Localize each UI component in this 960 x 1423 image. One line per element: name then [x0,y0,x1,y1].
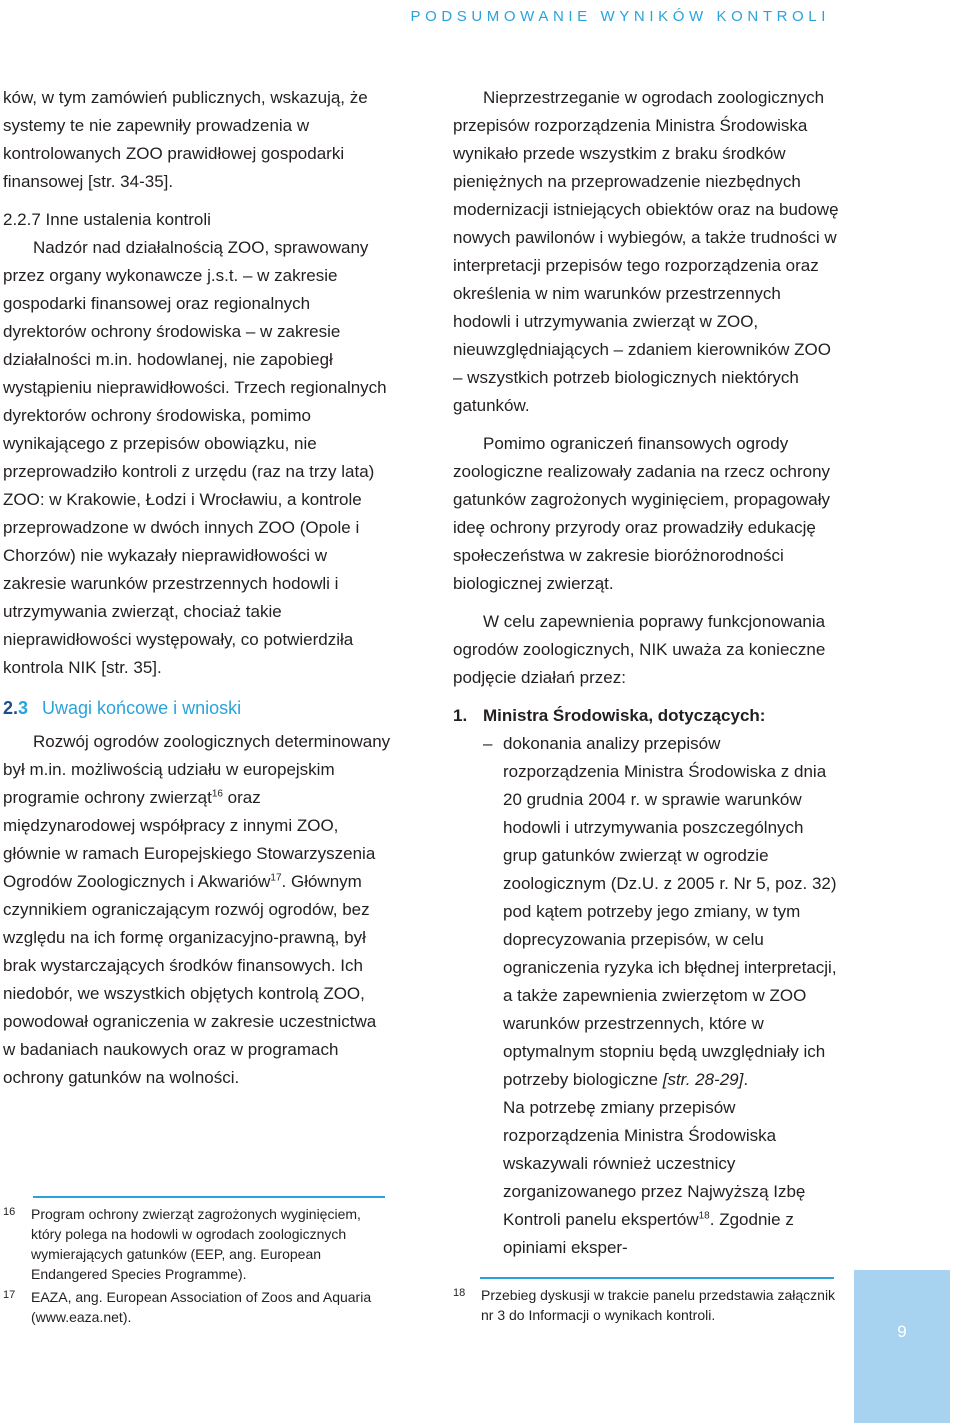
right-column [453,84,839,1262]
recommendation-1-item-1: – dokonania analizy przepisów rozporządzenia Ministra Środowiska z dnia 20 grudnia 2004 r. w sprawie warunków hodowli i utrzymywania poszczególnych grup gatunków zwierząt w ogrodzie zoologicznym (Dz.U. z 2005 r. Nr 5, poz. 32) pod kątem potrzeby jego zmiany, w tym doprecyzowania przepisów, w celu ograniczenia ryzyka ich błędnej interpretacji, a także zapewnienia zwierzętom w ZOO warunków przestrzennych, które w optymalnym stopniu będą uwzględniały ich potrzeby biologiczne [str. 28-29]. [453,730,839,1094]
section-title: Uwagi końcowe i wnioski [42,698,242,718]
dash-bullet: – [483,734,493,753]
right-paragraph-3: W celu zapewnienia poprawy funkcjonowania ogrodów zoologicznych, NIK uważa za konieczne podjęcie działań przez: [453,612,826,687]
page-reference: [str. 28-29] [662,1070,744,1089]
right-paragraph-2: Pomimo ograniczeń finansowych ogrody zoologiczne realizowały zadania na rzecz ochrony gatunków zagrożonych wyginięciem, propagowały ideę ochrony przyrody oraz prowadziły edukację społeczeństwa w zakresie bioróżnorodności biologicznej zwierząt. [453,434,831,593]
recommendation-1-continuation: Na potrzebę zmiany przepisów rozporządzenia Ministra Środowiska wskazywali również uczestnicy zorganizowanego przez Najwyższą Izbę Kontroli panelu ekspertów$^{18}$. Zgodnie z opiniami eksper- [503,1098,806,1257]
footnote-16: 16 Program ochrony zwierząt zagrożonych wyginięciem, który polega na hodowli w ogrodach zoologicznych wymierających gatunków (EEP, ang. European Endangered Species Programme). [3,1206,361,1282]
section-number: 2.3 [3,698,29,718]
right-paragraph-1: Nieprzestrzeganie w ogrodach zoologicznych przepisów rozporządzenia Ministra Środowiska wynikało przede wszystkim z braku środków pieniężnych na przeprowadzenie niezbędnych modernizacji istniejących obiektów oraz na budowę nowych pawilonów i wybiegów, a także trudności w interpretacji przepisów tego rozporządzenia oraz określenia w nim warunków przestrzennych hodowli i utrzymywania zwierząt w ZOO, nieuwzględniających – zdaniem kierowników ZOO – wszystkich potrzeb biologicznych niektórych gatunków. [453,88,839,415]
page-header [0,0,960,38]
footnotes-right [453,1285,839,1328]
section-heading [3,694,393,722]
footnote-18: 18 Przebieg dyskusji w trakcie panelu przedstawia załącznik nr 3 do Informacji o wynikach kontroli. [453,1287,836,1323]
left-paragraph-3: Rozwój ogrodów zoologicznych determinowany był m.in. możliwością udziału w europejskim programie ochrony zwierząt$^{16}$ oraz międzynarodowej współpracy z innymi ZOO, głównie w ramach Europejskiego Stowarzyszenia Ogrodów Zoologicznych i Akwariów$^{17}$. Głównym czynnikiem ograniczającym rozwój ogrodów, bez względu na ich formę organizacyjno-prawną, był brak wystarczających środków finansowych. Ich niedobór, we wszystkich objętych kontrolą ZOO, powodował ograniczenia w zakresie uczestnictwa w badaniach naukowych oraz w programach ochrony gatunków na wolności. [3,732,391,1087]
left-paragraph-2: Nadzór nad działalnością ZOO, sprawowany przez organy wykonawcze j.s.t. – w zakresie gospodarki finansowej oraz regionalnych dyrektorów ochrony środowiska – w zakresie działalności m.in. hodowlanej, nie zapobiegł wystąpieniu nieprawidłowości. Trzech regionalnych dyrektorów ochrony środowiska, pomimo wynikającego z przepisów obowiązku, nie przeprowadziło kontroli z urzędu (raz na trzy lata) ZOO: w Krakowie, Łodzi i Wrocławiu, a kontrole przeprowadzone w dwóch innych ZOO (Opole i Chorzów) nie wykazały nieprawidłowości w zakresie warunków przestrzennych hodowli i utrzymywania zwierząt, chociaż takie nieprawidłowości występowały, co potwierdziła kontrola NIK [str. 35]. [3,238,387,677]
left-column [3,84,393,1092]
footnote-divider-right [480,1277,834,1279]
page-number: 9 [897,1322,907,1341]
recommendation-1-heading: 1. Ministra Środowiska, dotyczących: [453,706,766,725]
footnotes-left [3,1204,393,1330]
footnote-ref-17[interactable]: 17 [270,872,282,884]
footnote-17: 17 EAZA, ang. European Association of Zoos and Aquaria (www.eaza.net). [3,1289,372,1325]
page-number-box [854,1270,950,1423]
recommendation-list [453,702,839,1262]
footnote-ref-18[interactable]: 18 [698,1210,710,1222]
subsection-heading: 2.2.7 Inne ustalenia kontroli [3,210,211,229]
running-head: PODSUMOWANIE WYNIKÓW KONTROLI [410,8,830,25]
footnote-ref-16[interactable]: 16 [211,788,223,800]
footnote-divider-left [33,1196,385,1198]
left-paragraph-1: ków, w tym zamówień publicznych, wskazują, że systemy te nie zapewniły prowadzenia w kontrolowanych ZOO prawidłowej gospodarki finansowej [str. 34-35]. [3,88,368,191]
